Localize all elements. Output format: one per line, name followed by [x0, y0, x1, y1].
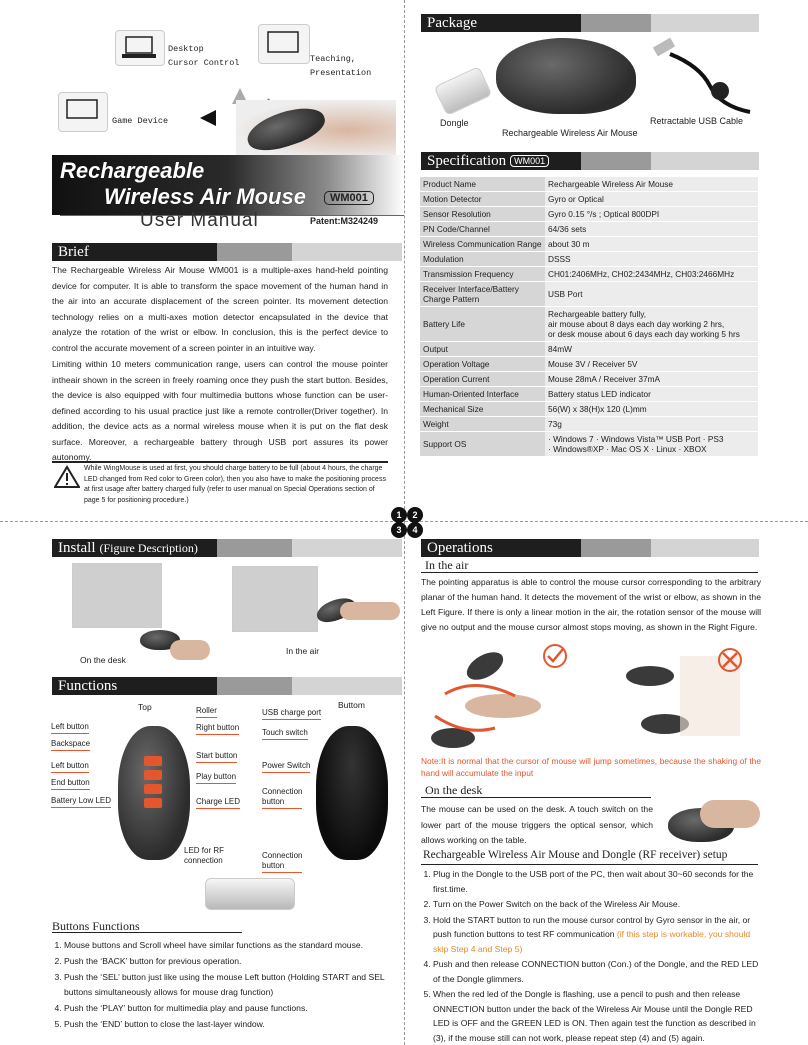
spec-value: Gyro or Optical: [545, 192, 758, 207]
spec-row: [420, 357, 758, 372]
page-number-3: 3: [391, 522, 407, 538]
desk-heading: On the desk: [425, 783, 483, 797]
setup-step-note: (if this step is workable, you should skip Step 4 and Step 5): [433, 929, 751, 954]
spec-key: PN Code/Channel: [420, 222, 545, 237]
install-heading: [52, 539, 402, 557]
function-label: Play button: [196, 772, 236, 784]
presentation-icon: [258, 24, 310, 64]
usb-cable-image: [640, 36, 760, 116]
operations-heading: [421, 539, 759, 557]
package-dongle-label: Dongle: [440, 118, 469, 128]
install-heading-text: Install: [58, 539, 96, 556]
setup-step-text: Push and then release CONNECTION button (Con.) of the Dongle, and the RED LED of the Dongle glimmers.: [433, 959, 759, 984]
setup-step: [433, 867, 761, 896]
function-label: Battery Low LED: [51, 796, 111, 808]
setup-step: [433, 957, 761, 986]
function-label: Left button: [51, 761, 89, 773]
brief-heading: [52, 243, 402, 261]
spec-key: Wireless Communication Range: [420, 237, 545, 252]
spec-key: Weight: [420, 417, 545, 432]
air-text: The pointing apparatus is able to control the mouse cursor corresponding to the arbitrary planar of the human hand. It detects the movement of the wrist or elbow, as shown in the Left Figure. If there is only a linear motion in the air, the rotation sensor of the mouse will give no output and the mouse cursor almost stops moving, as shown in the Right Figure.: [421, 577, 761, 632]
spec-row: [420, 237, 758, 252]
hand-desk-image: [170, 640, 210, 660]
spec-model-badge: WM001: [510, 155, 549, 167]
warning-icon: [54, 465, 80, 489]
page-number-2: 2: [407, 507, 423, 523]
setup-steps-list: [421, 867, 761, 1045]
spec-row: [420, 432, 758, 457]
spec-key: Receiver Interface/Battery Charge Pattern: [420, 282, 545, 307]
spec-heading: [421, 152, 759, 170]
spec-value: CH01:2406MHz, CH02:2434MHz, CH03:2466MHz: [545, 267, 758, 282]
air-rule: [421, 572, 758, 573]
spec-row: [420, 282, 758, 307]
spec-row: [420, 402, 758, 417]
setup-rule: [421, 864, 758, 865]
warning-rule: [52, 461, 388, 463]
air-mouse-image: [496, 38, 636, 114]
warning-text: While WingMouse is used at first, you should charge battery to be full (about 4 hours, the charge LED changed from Red color to Green color), then you also have to make the positioning process at first usage after battery charged fully (refer to user manual on Special Operations section of page 5 for positioning procedure.): [84, 465, 386, 504]
label-game: Game Device: [112, 116, 169, 126]
spec-row: [420, 267, 758, 282]
spec-value: DSSS: [545, 252, 758, 267]
dongle-image: [434, 66, 493, 116]
buttons-list-item: 4. Push the ‘PLAY’ button for multimedia play and pause functions.: [64, 1001, 392, 1016]
heading-bar-mid: [217, 539, 292, 557]
spec-row: [420, 387, 758, 402]
cover-title-line2: Wireless Air Mouse: [104, 184, 306, 209]
operations-heading-text: Operations: [421, 539, 581, 557]
dongle-function-image: [205, 878, 295, 910]
setup-heading: Rechargeable Wireless Air Mouse and Dongle (RF receiver) setup: [423, 849, 728, 861]
spec-key: Output: [420, 342, 545, 357]
spec-value: about 30 m: [545, 237, 758, 252]
spec-value: 73g: [545, 417, 758, 432]
air-mouse-icon: [243, 100, 330, 157]
game-device-icon: [58, 92, 108, 132]
spec-value: USB Port: [545, 282, 758, 307]
buttons-list-item: 2. Push the ‘BACK’ button for previous operation.: [64, 954, 392, 969]
page-number-4: 4: [407, 522, 423, 538]
setup-step: [433, 913, 761, 957]
spec-heading-box: [421, 152, 581, 170]
function-label: Touch switch: [262, 728, 308, 740]
function-label: Charge LED: [196, 797, 240, 809]
heading-bar-light: [292, 243, 402, 261]
setup-step: [433, 987, 761, 1045]
desk-rule: [421, 797, 651, 798]
function-label: Connection button: [262, 851, 302, 873]
spec-value: 56(W) x 38(H)x 120 (L)mm: [545, 402, 758, 417]
cover-model-badge: WM001: [324, 191, 374, 205]
heading-bar-mid: [217, 243, 292, 261]
hand-air-image: [340, 602, 400, 620]
install-heading-box: [52, 539, 217, 557]
spec-value: Mouse 3V / Receiver 5V: [545, 357, 758, 372]
spec-key: Motion Detector: [420, 192, 545, 207]
laptop-icon: [115, 30, 165, 66]
spec-row: [420, 372, 758, 387]
heading-bar-light: [292, 539, 402, 557]
spec-key: Product Name: [420, 177, 545, 192]
package-mouse-label: Rechargeable Wireless Air Mouse: [502, 128, 638, 138]
brief-heading-text: Brief: [52, 243, 217, 261]
function-label: End button: [51, 778, 90, 790]
setup-step-text: When the red led of the Dongle is flashing, use a pencil to push and then release ONNECTION button under the back of the Wireless Air Mouse until the Dongle RED LED is OFF and the GREEN LED is ON. Then again test the function as described in (3), if the mouse still can not work, please repeat step (4) and (5) again.: [433, 989, 756, 1043]
setup-step-text: Plug in the Dongle to the USB port of the PC, then wait about 30~60 seconds for the first.time.: [433, 869, 754, 894]
spec-table: [420, 177, 758, 457]
setup-step-text: Turn on the Power Switch on the back of the Wireless Air Mouse.: [433, 899, 681, 909]
function-label: Start button: [196, 751, 237, 763]
function-label: Left button: [51, 722, 89, 734]
spec-value: Mouse 28mA / Receiver 37mA: [545, 372, 758, 387]
function-label: Backspace: [51, 739, 90, 751]
heading-bar-mid: [581, 539, 651, 557]
mouse-button-3: [144, 784, 162, 794]
heading-bar-light: [651, 539, 759, 557]
spec-key: Operation Current: [420, 372, 545, 387]
spec-row: [420, 222, 758, 237]
label-desktop: Desktop Cursor Control: [168, 44, 240, 68]
setup-step: [433, 897, 761, 912]
spec-row: [420, 192, 758, 207]
heading-bar-light: [651, 14, 759, 32]
heading-bar-mid: [581, 152, 651, 170]
spec-row: [420, 177, 758, 192]
spec-value: · Windows 7 · Windows Vista™ USB Port · PS3 · Windows®XP · Mac OS X · Linux · XBOX: [545, 432, 758, 457]
spec-row: [420, 207, 758, 222]
buttons-list: [52, 938, 392, 1033]
function-label: Roller: [196, 706, 217, 718]
buttons-heading: Buttons Functions: [52, 919, 140, 933]
spec-row: [420, 342, 758, 357]
install-in-air-label: In the air: [286, 646, 320, 656]
brief-paragraph-2: Limiting within 10 meters communication range, users can control the mouse pointer intheair shown in the screen in freely roaming once they push the start button. Besides, the device is also equipped with four multimedia buttons whose function can be user-defined according to his usual practice just like a remote controller(Driver together). In addition, the device acts as a normal wireless mouse when it is put on the flat desk surface. Moreover, a rechargeable battery through USB port assures its power autonomy.: [52, 359, 388, 462]
heading-bar-light: [292, 677, 402, 695]
mouse-button-4: [144, 798, 162, 808]
spec-key: Support OS: [420, 432, 545, 457]
functions-heading: [52, 677, 402, 695]
spec-heading-text: Specification: [427, 152, 507, 169]
function-label: USB charge port: [262, 708, 321, 720]
air-note: Note:It is normal that the cursor of mouse will jump sometimes, because the shaking of the hand will accumulate the input: [421, 756, 761, 778]
spec-key: Mechanical Size: [420, 402, 545, 417]
buttons-list-item: 1. Mouse buttons and Scroll wheel have similar functions as the standard mouse.: [64, 938, 392, 953]
package-heading-text: Package: [421, 14, 581, 32]
spec-key: Transmission Frequency: [420, 267, 545, 282]
function-label: Connection button: [262, 787, 302, 809]
fold-line-vertical: [404, 0, 405, 1045]
laptop-air-image: [232, 566, 318, 632]
spec-key: Modulation: [420, 252, 545, 267]
function-label: Power Switch: [262, 761, 310, 773]
functions-top-label: Top: [138, 702, 152, 712]
label-teaching: Teaching, Presentation: [310, 54, 372, 78]
air-heading: In the air: [425, 558, 469, 572]
spec-value: Rechargeable battery fully, air mouse about 8 days each day working 2 hrs, or desk mouse about 6 days each day working 5 hrs: [545, 307, 758, 342]
buttons-list-item: 3. Push the ‘SEL’ button just like using the mouse Left button (Holding START and SEL buttons simultaneously allows for mouse drag function): [64, 970, 392, 1000]
cover-title-line1: Rechargeable: [60, 158, 205, 183]
brief-paragraph-1: The Rechargeable Wireless Air Mouse WM001 is a multiple-axes hand-held pointing device for computer. It is able to transform the space movement of the human hand in the air into an accurate displacement of the screen pointer. Its movement detection technology relies on a multi-axes motion detector encapsulated in the device that analyze the rotation of the wrist or elbow. In conclusion, this is the perfect device to control the accurate movement of a screen pointer in an intuitive way.: [52, 265, 388, 353]
heading-bar-mid: [581, 14, 651, 32]
spec-value: Gyro 0.15 °/s ; Optical 800DPI: [545, 207, 758, 222]
spec-row: [420, 307, 758, 342]
hand-holding-mouse-image: [236, 100, 396, 160]
setup-step-text: Hold the START button to run the mouse cursor control by Gyro sensor in the air, or push function buttons to test RF communication: [433, 914, 751, 939]
mouse-button-column: [138, 752, 168, 822]
package-heading: [421, 14, 759, 32]
page-number-1: 1: [391, 507, 407, 523]
mouse-bottom-image: [316, 726, 388, 860]
heading-bar-light: [651, 152, 759, 170]
install-heading-sub: (Figure Description): [99, 540, 198, 555]
spec-value: 84mW: [545, 342, 758, 357]
laptop-desk-image: [72, 563, 162, 628]
cover-subtitle: User Manual: [140, 210, 259, 231]
functions-bottom-label: Buttom: [338, 700, 365, 710]
desk-operation-hand-image: [700, 800, 760, 828]
spec-value: Rechargeable Wireless Air Mouse: [545, 177, 758, 192]
air-motion-figures: [425, 636, 760, 752]
spec-row: [420, 417, 758, 432]
heading-bar-mid: [217, 677, 292, 695]
spec-value: Battery status LED indicator: [545, 387, 758, 402]
cover-patent: Patent:M324249: [310, 216, 379, 226]
spec-key: Human-Oriented Interface: [420, 387, 545, 402]
package-cable-label: Retractable USB Cable: [650, 116, 744, 126]
functions-heading-text: Functions: [52, 677, 217, 695]
spec-value: 64/36 sets: [545, 222, 758, 237]
spec-key: Sensor Resolution: [420, 207, 545, 222]
function-label: Right button: [196, 723, 239, 735]
spec-row: [420, 252, 758, 267]
mouse-button-1: [144, 756, 162, 766]
spec-key: Operation Voltage: [420, 357, 545, 372]
mouse-button-2: [144, 770, 162, 780]
spec-key: Battery Life: [420, 307, 545, 342]
desk-text: The mouse can be used on the desk. A touch switch on the lower part of the mouse triggers the optical sensor, which allows working on the table.: [421, 804, 653, 845]
led-rf-label: LED for RF connection: [184, 846, 225, 865]
buttons-list-item: 5. Push the ‘END’ button to close the last-layer window.: [64, 1017, 392, 1032]
install-on-desk-label: On the desk: [80, 655, 126, 665]
buttons-heading-rule: [52, 932, 242, 933]
